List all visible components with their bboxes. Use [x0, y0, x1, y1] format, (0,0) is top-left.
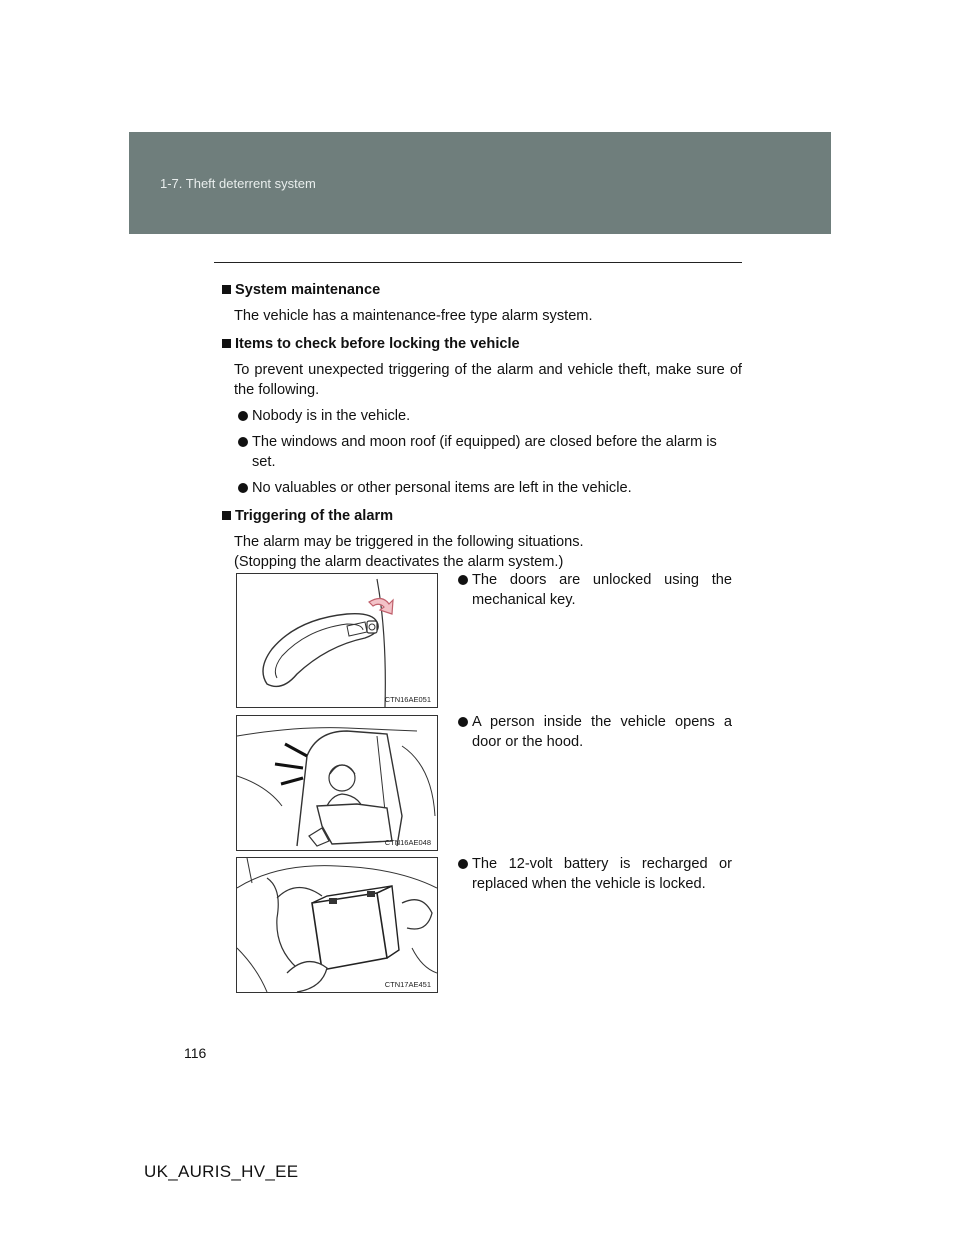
list-item: Nobody is in the vehicle.	[238, 406, 742, 426]
section-heading: 1-7. Theft deterrent system	[160, 176, 316, 191]
circle-bullet-icon	[458, 575, 468, 585]
battery-icon	[237, 858, 437, 992]
figure-caption: The 12-volt battery is recharged or replaced when the vehicle is locked.	[458, 854, 732, 894]
figure-code: CTN17AE451	[384, 980, 431, 989]
person-opening-door-illustration	[236, 715, 438, 851]
list-item: The windows and moon roof (if equipped) are closed before the alarm is set.	[238, 432, 742, 472]
square-bullet-icon	[222, 339, 231, 348]
figure-caption: A person inside the vehicle opens a door or the hood.	[458, 712, 732, 752]
square-bullet-icon	[222, 511, 231, 520]
square-bullet-icon	[222, 285, 231, 294]
circle-bullet-icon	[238, 483, 248, 493]
circle-bullet-icon	[458, 859, 468, 869]
list-item: No valuables or other personal items are left in the vehicle.	[238, 478, 742, 498]
circle-bullet-icon	[458, 717, 468, 727]
battery-replacement-illustration	[236, 857, 438, 993]
section-title: Items to check before locking the vehicle	[222, 334, 742, 354]
section-title: System maintenance	[222, 280, 742, 300]
circle-bullet-icon	[238, 411, 248, 421]
divider	[214, 262, 742, 263]
section-title: Triggering of the alarm	[222, 506, 742, 526]
paragraph: The alarm may be triggered in the following situations. (Stopping the alarm deactivates the alarm system.)	[234, 534, 584, 570]
page-number: 116	[184, 1045, 207, 1061]
door-handle-icon	[237, 574, 437, 707]
figure-code: CTN16AE051	[384, 695, 431, 704]
car-door-icon	[237, 716, 437, 850]
door-handle-illustration	[236, 573, 438, 708]
paragraph: The vehicle has a maintenance-free type alarm system.	[234, 308, 593, 324]
figure-caption: The doors are unlocked using the mechanical key.	[458, 570, 732, 610]
circle-bullet-icon	[238, 437, 248, 447]
main-content	[222, 280, 742, 572]
paragraph: To prevent unexpected triggering of the alarm and vehicle theft, make sure of the following.	[234, 362, 742, 398]
document-footer: UK_AURIS_HV_EE	[144, 1162, 299, 1181]
figure-code: CTN16AE048	[384, 838, 431, 847]
